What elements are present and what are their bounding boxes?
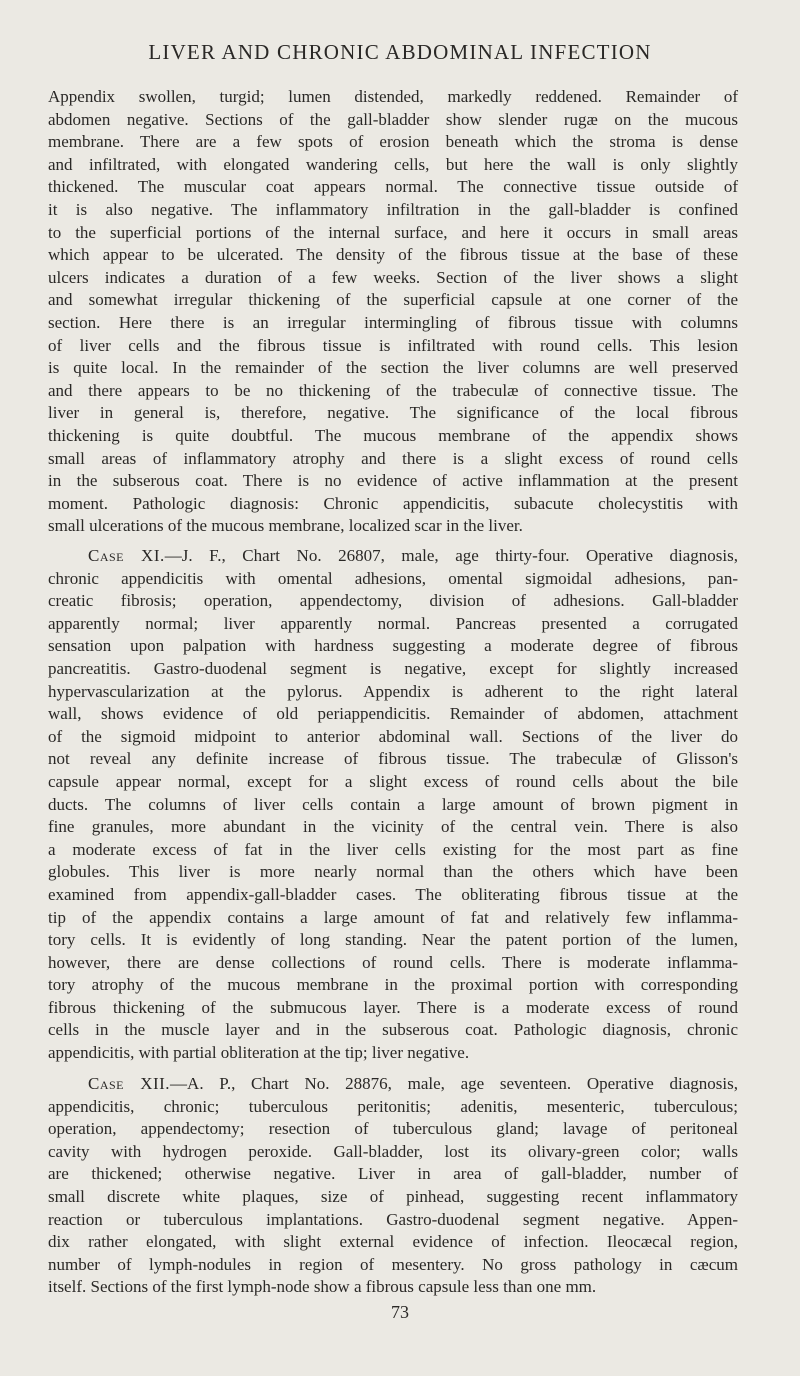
text-line: to the superficial portions of the internal surface, and here it occurs in small areas <box>48 222 738 242</box>
text-line: apparently normal; liver apparently normal. Pancreas presented a corrugated <box>48 613 738 633</box>
text-line: cells in the muscle layer and in the subserous coat. Pathologic diagnosis, chronic <box>48 1020 738 1040</box>
text-line: abdomen negative. Sections of the gall-bladder show slender rugæ on the mucous <box>48 109 738 129</box>
page-number: 73 <box>391 1302 409 1322</box>
text-line: membrane. There are a few spots of erosion beneath which the stroma is dense <box>48 132 738 152</box>
case-label: Case XII. <box>88 1074 171 1093</box>
text-line: however, there are dense collections of round cells. There is moderate inflamma- <box>48 952 738 972</box>
text-line: tip of the appendix contains a large amount of fat and relatively few inflamma- <box>48 907 738 927</box>
text-line: fine granules, more abundant in the vicinity of the central vein. There is also <box>48 817 738 837</box>
text-line: and there appears to be no thickening of the trabeculæ of connective tissue. The <box>48 380 738 400</box>
text-line: capsule appear normal, except for a slight excess of round cells about the bile <box>48 771 738 791</box>
text-line: small discrete white plaques, size of pinhead, suggesting recent inflammatory <box>48 1186 738 1206</box>
text-line: pancreatitis. Gastro-duodenal segment is negative, except for slightly increased <box>48 658 738 678</box>
running-header: LIVER AND CHRONIC ABDOMINAL INFECTION <box>148 40 652 64</box>
text-line: tory atrophy of the mucous membrane in the proximal portion with corresponding <box>48 975 738 995</box>
text-line: sensation upon palpation with hardness suggesting a moderate degree of fibrous <box>48 636 738 656</box>
text-line: appendicitis, with partial obliteration at the tip; liver negative. <box>48 1043 470 1063</box>
text-line: liver in general is, therefore, negative. The significance of the local fibrous <box>48 403 738 423</box>
case-label: Case XI. <box>88 546 165 565</box>
text-line: cavity with hydrogen peroxide. Gall-bladder, lost its olivary-green color; walls <box>48 1141 738 1161</box>
text-line: thickened. The muscular coat appears normal. The connective tissue outside of <box>48 177 738 197</box>
text-line: small areas of inflammatory atrophy and there is a slight excess of round cells <box>48 448 738 468</box>
text-line: reaction or tuberculous implantations. Gastro-duodenal segment negative. Appen- <box>48 1209 738 1229</box>
text-line: thickening is quite doubtful. The mucous membrane of the appendix shows <box>48 425 738 445</box>
text-line: and infiltrated, with elongated wandering cells, but here the wall is only slightly <box>48 154 738 174</box>
text-line: and somewhat irregular thickening of the superficial capsule at one corner of the <box>48 290 738 310</box>
text-line: globules. This liver is more nearly normal than the others which have been <box>48 862 738 882</box>
text-line: tory cells. It is evidently of long standing. Near the patent portion of the lumen, <box>48 930 738 950</box>
text-line: number of lymph-nodules in region of mesentery. No gross pathology in cæcum <box>48 1254 738 1274</box>
text-line: of the sigmoid midpoint to anterior abdominal wall. Sections of the liver do <box>48 726 738 746</box>
text-line: a moderate excess of fat in the liver cells existing for the most part as fine <box>48 839 738 859</box>
text-line: itself. Sections of the first lymph-node show a fibrous capsule less than one mm. <box>48 1277 597 1297</box>
text-line: examined from appendix-gall-bladder cases. The obliterating fibrous tissue at the <box>48 884 738 904</box>
text-line: which appear to be ulcerated. The density of the fibrous tissue at the base of these <box>48 245 738 265</box>
paragraph-case-xii <box>48 1073 738 1299</box>
line-text: —J. F., Chart No. 26807, male, age thirty-four. Operative diagnosis, <box>164 546 738 565</box>
text-line <box>48 1073 738 1096</box>
paragraph-case-xi <box>48 545 738 1065</box>
text-line: chronic appendicitis with omental adhesions, omental sigmoidal adhesions, pan- <box>48 568 738 588</box>
text-line: not reveal any definite increase of fibrous tissue. The trabeculæ of Glisson's <box>48 749 738 769</box>
text-line: section. Here there is an irregular intermingling of fibrous tissue with columns <box>48 312 738 332</box>
text-line <box>48 545 738 568</box>
text-line: creatic fibrosis; operation, appendectomy, division of adhesions. Gall-bladder <box>48 591 738 611</box>
text-line: appendicitis, chronic; tuberculous peritonitis; adenitis, mesenteric, tuberculous; <box>48 1096 738 1116</box>
text-line: of liver cells and the fibrous tissue is infiltrated with round cells. This lesion <box>48 335 738 355</box>
text-line: are thickened; otherwise negative. Liver in area of gall-bladder, number of <box>48 1164 738 1184</box>
text-line: it is also negative. The inflammatory infiltration in the gall-bladder is confined <box>48 199 738 219</box>
text-line: hypervascularization at the pylorus. Appendix is adherent to the right lateral <box>48 681 738 701</box>
text-line: small ulcerations of the mucous membrane, localized scar in the liver. <box>48 516 523 536</box>
text-line: ulcers indicates a duration of a few weeks. Section of the liver shows a slight <box>48 267 738 287</box>
line-text: —A. P., Chart No. 28876, male, age seventeen. Operative diagnosis, <box>170 1074 738 1093</box>
text-line: Appendix swollen, turgid; lumen distended, markedly reddened. Remainder of <box>48 87 738 106</box>
text-line: wall, shows evidence of old periappendicitis. Remainder of abdomen, attachment <box>48 704 738 724</box>
text-line: fibrous thickening of the submucous layer. There is a moderate excess of round <box>48 997 738 1017</box>
paragraph-continuation <box>48 86 738 538</box>
text-line: is quite local. In the remainder of the section the liver columns are well preserved <box>48 358 738 378</box>
text-line: ducts. The columns of liver cells contain a large amount of brown pigment in <box>48 794 738 814</box>
text-line: dix rather elongated, with slight external evidence of infection. Ileocæcal region, <box>48 1232 738 1252</box>
text-line: moment. Pathologic diagnosis: Chronic appendicitis, subacute cholecystitis with <box>48 493 738 513</box>
text-line: operation, appendectomy; resection of tuberculous gland; lavage of peritoneal <box>48 1119 738 1139</box>
text-line: in the subserous coat. There is no evidence of active inflammation at the present <box>48 471 738 491</box>
